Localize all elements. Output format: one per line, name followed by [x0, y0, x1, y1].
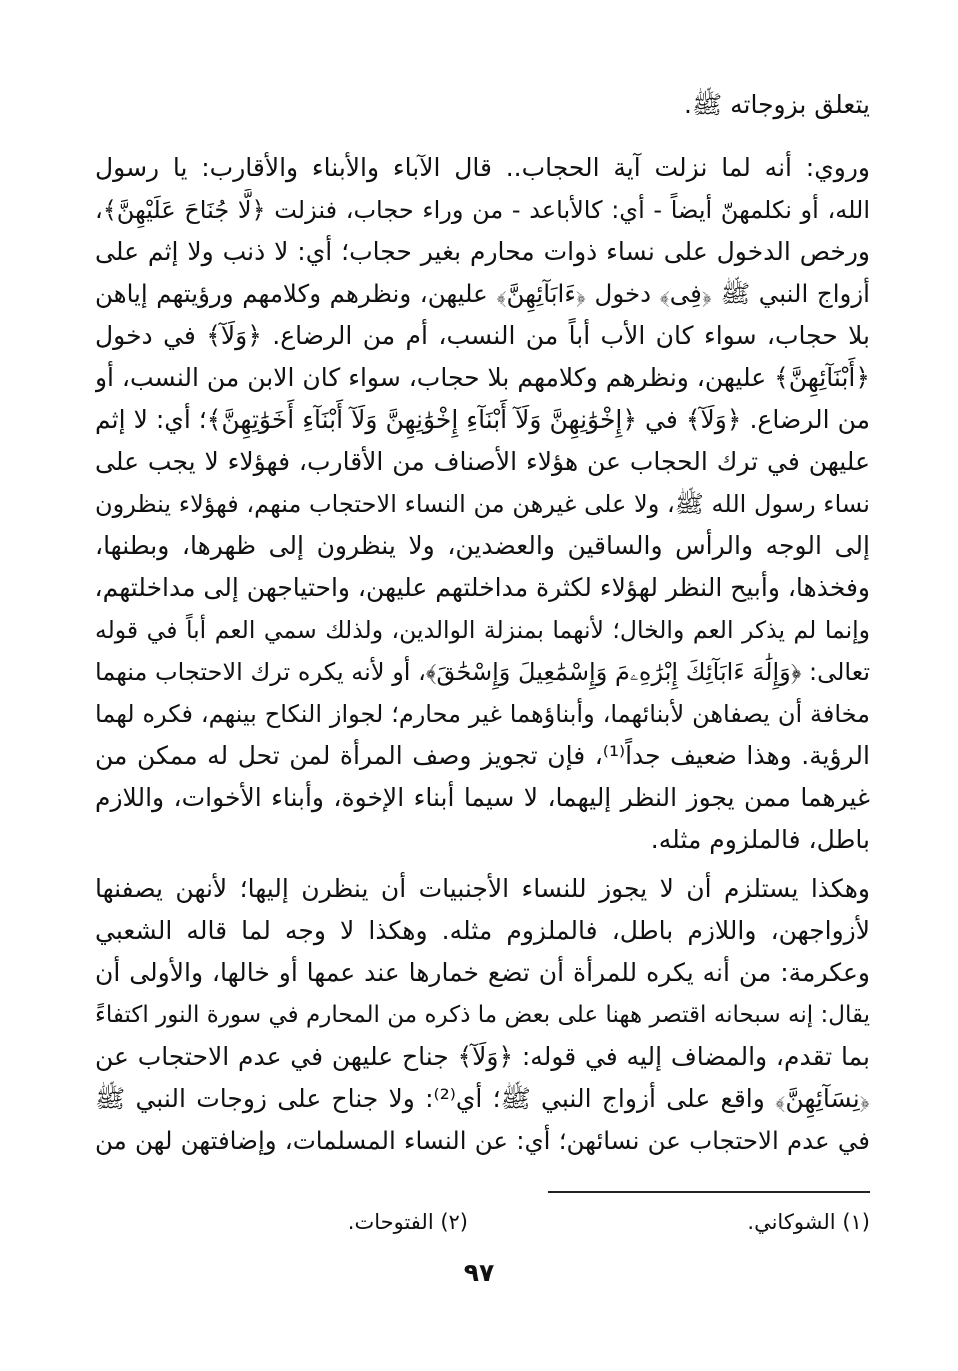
text-line: ﴿نِسَآئِهِنَّ﴾ واقع على أزواج النبي ﷺ؛ أي⁽²⁾: ولا جناح على زوجات النبي ﷺ: [95, 1084, 870, 1113]
text-line: الرؤية. وهذا ضعيف جداً⁽¹⁾، فإن تجويز وصف المرأة لمن تحل له ممكن من: [95, 741, 870, 770]
text-line: غيرهما ممن يجوز النظر إليهما، لا سيما أبناء الإخوة، وأبناء الأخوات، واللازم: [95, 783, 870, 812]
text-line: لأزواجهن، واللازم باطل، فالملزوم مثله. وهكذا لا وجه لما قاله الشعبي: [95, 916, 870, 945]
intro-line-block: [95, 84, 870, 126]
text-line: وفخذها، وأبيح النظر لهؤلاء لكثرة مداخلتهم عليهن، واحتياجهن إلى مداخلتهم،: [95, 573, 870, 602]
text-line: ورخص الدخول على نساء ذوات محارم بغير حجاب؛ أي: لا ذنب ولا إثم على: [95, 237, 870, 266]
page-number: ٩٧: [463, 1258, 495, 1287]
text-line: بلا حجاب، سواء كان الأب أباً من النسب، أم من الرضاع. ﴿وَلَآ﴾ في دخول: [95, 321, 870, 350]
text-line: وهكذا يستلزم أن لا يجوز للنساء الأجنبيات أن ينظرن إليها؛ لأنهن يصفنها: [95, 874, 870, 903]
text-line: وإنما لم يذكر العم والخال؛ لأنهما بمنزلة الوالدين، ولذلك سمي العم أباً في قوله: [95, 616, 870, 644]
intro-line: يتعلق بزوجاته ﷺ.: [684, 90, 870, 119]
paragraph-2: [95, 868, 870, 1162]
text-line: يقال: إنه سبحانه اقتصر ههنا على بعض ما ذكره من المحارم في سورة النور اكتفاءً: [95, 1002, 870, 1028]
text-line: بما تقدم، والمضاف إليه في قوله: ﴿وَلَآ﴾ جناح عليهن في عدم الاحتجاب عن: [95, 1042, 870, 1071]
text-line: تعالى: ﴿وَإِلَٰهَ ءَابَآئِكَ إِبْرَٰهِۦمَ وَإِسْمَٰعِيلَ وَإِسْحَٰقَ﴾، أو لأنه يكره ترك الاحتجاب منهما: [95, 658, 870, 686]
text-line: أزواج النبي ﷺ ﴿فِى﴾ دخول ﴿ءَابَآئِهِنَّ﴾ عليهن، ونظرهم وكلامهم ورؤيتهم إياهن: [95, 279, 870, 308]
text-line: وروي: أنه لما نزلت آية الحجاب.. قال الآباء والأبناء والأقارب: يا رسول: [95, 153, 870, 182]
text-line: إلى الوجه والرأس والساقين والعضدين، ولا ينظرون إلى ظهرها، وبطنها،: [95, 531, 870, 560]
footnote-1: (١) الشوكاني.: [747, 1210, 870, 1234]
paragraph-1: [95, 147, 870, 861]
text-line: مخافة أن يصفاهن لأبنائهما، وأبناؤهما غير محارم؛ لجواز النكاح بينهم، فكره لهما: [95, 700, 870, 728]
text-line: باطل، فالملزوم مثله.: [650, 825, 870, 854]
text-line: نساء رسول الله ﷺ، ولا على غيرهن من النساء الاحتجاب منهم، فهؤلاء ينظرون: [95, 490, 870, 518]
footnote-divider: [548, 1191, 870, 1193]
text-line: ﴿أَبْنَآئِهِنَّ﴾ عليهن، ونظرهم وكلامهم بلا حجاب، سواء كان الابن من النسب، أو: [95, 363, 870, 392]
text-line: في عدم الاحتجاب عن نسائهن؛ أي: عن النساء المسلمات، وإضافتهن لهن من: [95, 1126, 870, 1155]
text-line: من الرضاع. ﴿وَلَآ﴾ في ﴿إِخْوَٰنِهِنَّ وَلَآ أَبْنَآءِ إِخْوَٰنِهِنَّ وَلَآ أَبْنَآءِ أَخَوَٰتِهِنَّ﴾؛ أي: لا إثم: [95, 405, 870, 434]
text-line: الله، أو نكلمهنّ أيضاً - أي: كالأباعد - من وراء حجاب، فنزلت ﴿لَّا جُنَاحَ عَلَيْهِنَّ﴾،: [95, 196, 870, 224]
text-line: وعكرمة: من أنه يكره للمرأة أن تضع خمارها عند عمها أو خالها، والأولى أن: [95, 958, 870, 987]
text-line: عليهن في ترك الحجاب عن هؤلاء الأصناف من الأقارب، فهؤلاء لا يجب على: [95, 447, 870, 476]
footnote-2: (٢) الفتوحات.: [347, 1210, 468, 1234]
